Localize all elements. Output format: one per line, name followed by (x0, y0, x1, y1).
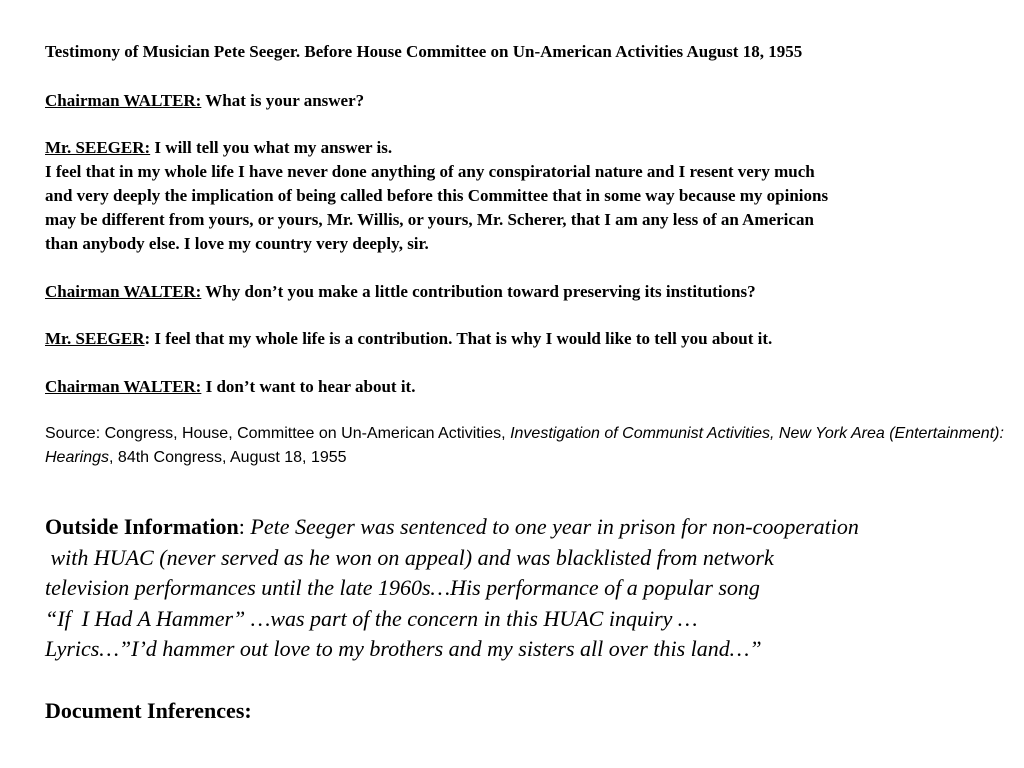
outside-information-line: Lyrics…”I’d hammer out love to my brothers and my sisters all over this land…” (45, 636, 762, 661)
outside-information-label: Outside Information (45, 514, 239, 539)
speech-text: : I feel that my whole life is a contribution. That is why I would like to tell you about it. (144, 329, 773, 348)
exchange-walter-1 (45, 89, 364, 113)
speech-text: I will tell you what my answer is. (150, 138, 393, 157)
testimony-title: Testimony of Musician Pete Seeger. Before House Committee on Un-American Activities August 18, 1955 (45, 42, 803, 61)
outside-information-line: television performances until the late 1960s…His performance of a popular song (45, 575, 760, 600)
speaker-label: Chairman WALTER: (45, 377, 202, 396)
seeger-statement-line: than anybody else. I love my country very deeply, sir. (45, 234, 429, 253)
source-title: Investigation of Communist Activities, New York Area (Entertainment): Hearings (45, 425, 1004, 466)
outside-information-separator: : (238, 514, 251, 539)
outside-information-line: “If I Had A Hammer” …was part of the concern in this HUAC inquiry … (45, 605, 698, 631)
exchange-seeger-2 (45, 327, 772, 351)
document-inferences-heading: Document Inferences: (45, 698, 252, 723)
exchange-walter-2 (45, 280, 756, 304)
speaker-label: Chairman WALTER: (45, 91, 202, 110)
speaker-label: Mr. SEEGER: (45, 138, 151, 157)
speaker-label: Chairman WALTER: (45, 282, 202, 301)
source-citation (45, 422, 1005, 470)
speaker-label: Mr. SEEGER (45, 329, 145, 348)
outside-information (45, 512, 1020, 665)
source-prefix: Source: Congress, House, Committee on Un-American Activities, (45, 425, 511, 442)
speech-text: I don’t want to hear about it. (201, 377, 416, 396)
speech-text: Why don’t you make a little contribution toward preserving its institutions? (201, 282, 756, 301)
seeger-statement-line: I feel that in my whole life I have never done anything of any conspiratorial nature and I resent very much (45, 162, 815, 181)
outside-information-line: Pete Seeger was sentenced to one year in prison for non-cooperation (250, 514, 859, 539)
outside-information-line: with HUAC (never served as he won on appeal) and was blacklisted from network (45, 544, 774, 570)
source-suffix: , 84th Congress, August 18, 1955 (109, 449, 347, 466)
seeger-statement-line: and very deeply the implication of being called before this Committee that in some way because my opinions (45, 186, 829, 205)
seeger-statement-line: may be different from yours, or yours, Mr. Willis, or yours, Mr. Scherer, that I am any less of an American (45, 210, 814, 229)
exchange-seeger-1 (45, 136, 392, 160)
speech-text: What is your answer? (201, 91, 365, 110)
exchange-walter-3 (45, 375, 415, 399)
